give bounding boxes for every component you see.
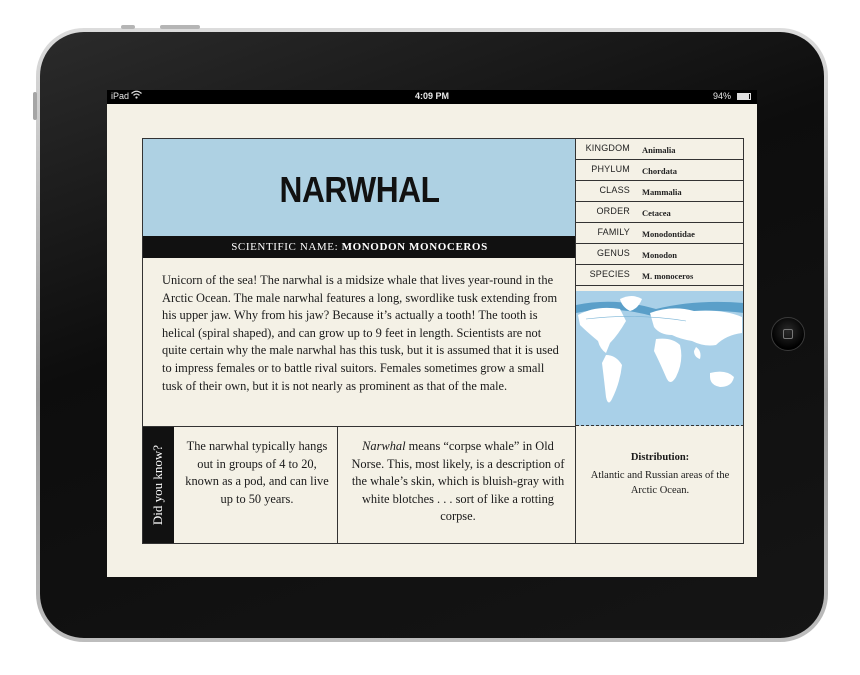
- taxonomy-value: Cetacea: [642, 208, 671, 218]
- taxonomy-value: Monodontidae: [642, 229, 695, 239]
- taxonomy-key: GENUS: [596, 248, 630, 258]
- taxonomy-key: PHYLUM: [591, 164, 630, 174]
- distribution-text: Atlantic and Russian areas of the Arctic Ocean.: [590, 470, 730, 496]
- distribution-map: [576, 291, 744, 426]
- status-device-name: iPad: [111, 91, 130, 101]
- taxonomy-row: [576, 223, 744, 244]
- distribution-title: Distribution:: [630, 452, 690, 463]
- taxonomy-key: ORDER: [596, 206, 630, 216]
- taxonomy-value: Monodon: [642, 250, 677, 260]
- right-column-border: [743, 139, 744, 543]
- battery-percent: 94%: [712, 91, 731, 101]
- battery-fill: [738, 94, 749, 99]
- scientific-name-label: SCIENTIFIC NAME:: [231, 241, 339, 253]
- taxonomy-value: Animalia: [642, 145, 676, 155]
- scientific-name-bar: [143, 236, 576, 258]
- fact-pod: The narwhal typically hangs out in groups of 4 to 20, known as a pod, and can live up to 50 years.: [185, 439, 329, 506]
- taxonomy-row: [576, 202, 744, 223]
- world-map-icon: [576, 291, 744, 426]
- did-you-know-tab: [143, 427, 174, 543]
- battery-icon: [737, 93, 751, 100]
- home-button[interactable]: [771, 317, 805, 351]
- page-title: NARWHAL: [279, 169, 440, 210]
- divider: [143, 426, 576, 427]
- fact-name-origin: [348, 438, 568, 526]
- home-square-icon: [783, 329, 793, 339]
- volume-button: [121, 25, 135, 29]
- taxonomy-row: [576, 139, 744, 160]
- fact-text: means “corpse whale” in Old Norse. This, most likely, is a description of the whale’s skin, which is bluish-gray with white blotches . . . sort of like a rotting corpse.: [351, 439, 565, 524]
- status-bar: [107, 90, 757, 104]
- top-button: [160, 25, 200, 29]
- status-time: 4:09 PM: [414, 91, 449, 101]
- taxonomy-row: [576, 160, 744, 181]
- taxonomy-row: [576, 244, 744, 265]
- taxonomy-key: CLASS: [599, 185, 630, 195]
- did-you-know-label: Did you know?: [150, 444, 165, 526]
- scientific-name-value: MONODON MONOCEROS: [341, 241, 488, 253]
- title-band: [143, 139, 576, 236]
- taxonomy-key: KINGDOM: [585, 143, 630, 153]
- taxonomy-value: Chordata: [642, 166, 677, 176]
- side-button: [33, 92, 37, 120]
- taxonomy-key: SPECIES: [589, 269, 630, 279]
- facts-divider: [337, 427, 338, 543]
- taxonomy-value: Mammalia: [642, 187, 682, 197]
- taxonomy-row: [576, 181, 744, 202]
- article-card: [142, 138, 744, 544]
- fact-term: Narwhal: [362, 439, 406, 453]
- screen: [107, 90, 757, 577]
- taxonomy-table: [576, 139, 744, 286]
- taxonomy-value: M. monoceros: [642, 271, 694, 281]
- taxonomy-key: FAMILY: [597, 227, 630, 237]
- article-body: Unicorn of the sea! The narwhal is a midsize whale that lives year-round in the Arctic Ocean. The male narwhal features a long, swordlike tusk extending from his upper jaw. Why from his jaw? Because it’s actually a tooth! The tooth is helical (spiral shaped), and can grow up to 9 feet in length. Scientists are not quite certain why the male narwhal has this tusk, but it is assumed that it is used to impress females or to battle rival suitors. Females sometimes grow a small tusk of their own, but it is not nearly as prominent as that of the male.: [162, 273, 559, 393]
- taxonomy-row: [576, 265, 744, 286]
